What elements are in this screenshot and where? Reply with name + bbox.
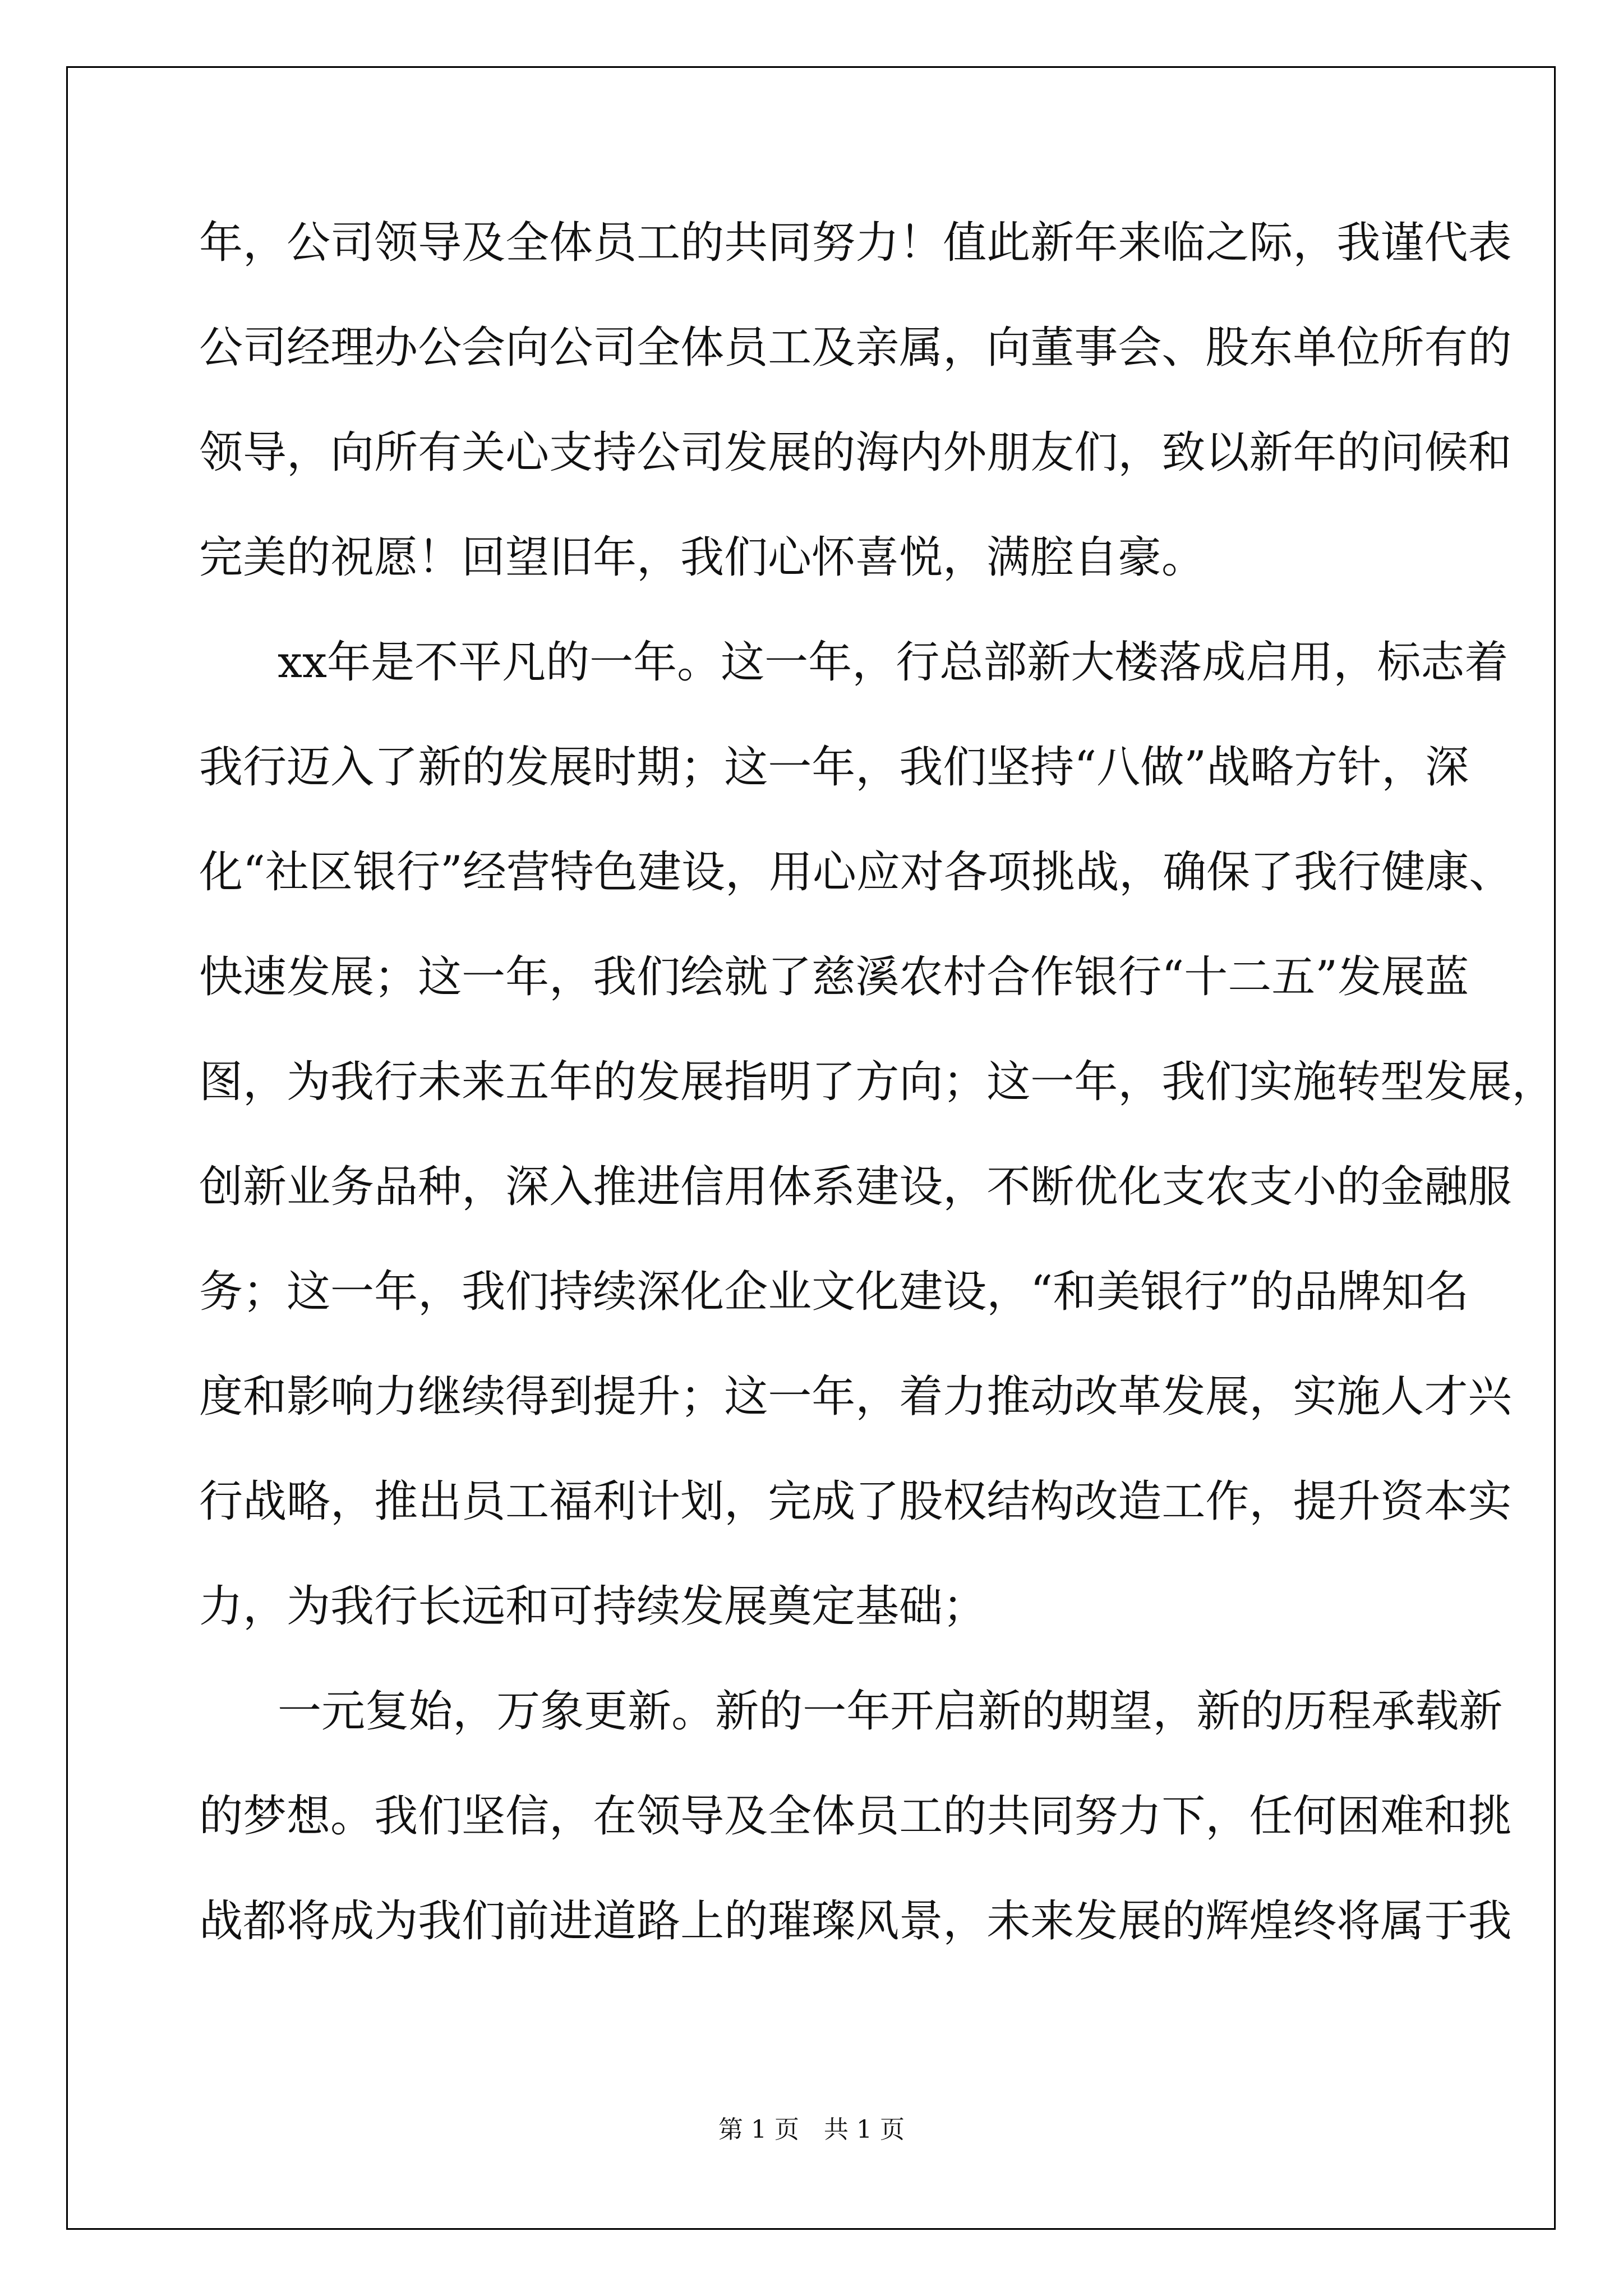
text-line: 领 导 ， 向 所 有 关 心 支 持 公 司 发 展 的 海 内 外 朋 友 们 ， 致 以 新 年 的 问 候 和 — [199, 427, 1512, 478]
page-footer: 第 1 页 共 1 页 — [718, 2115, 905, 2144]
text-line: x x 年 是 不 平 凡 的 一 年 。 这 一 年 ， 行 总 部 新 大 楼 落 成 启 用 ， 标 志 着 — [278, 637, 1509, 688]
text-line: 力，为我行长远和可持续发展奠定基础； — [199, 1581, 987, 1632]
text-line: 战 都 将 成 为 我 们 前 进 道 路 上 的 璀 璨 风 景 ， 未 来 发 展 的 辉 煌 终 将 属 于 我 — [199, 1896, 1512, 1947]
text-line: 化 “ 社 区 银 行 ” 经 营 特 色 建 设 ， 用 心 应 对 各 项 挑 战 ， 确 保 了 我 行 健 康 、 — [199, 847, 1513, 898]
text-line: 完美的祝愿！回望旧年，我们心怀喜悦，满腔自豪。 — [199, 532, 1206, 583]
text-line: 图 ， 为 我 行 未 来 五 年 的 发 展 指 明 了 方 向 ； 这 一 年 ， 我 们 实 施 转 型 发 展 ， — [199, 1057, 1556, 1107]
text-line: 公 司 经 理 办 公 会 向 公 司 全 体 员 工 及 亲 属 ， 向 董 事 会 、 股 东 单 位 所 有 的 — [199, 323, 1512, 373]
text-line: 务 ； 这 一 年 ， 我 们 持 续 深 化 企 业 文 化 建 设 ， “ 和 美 银 行 ” 的 品 牌 知 名 — [199, 1267, 1469, 1317]
text-line: 快 速 发 展 ； 这 一 年 ， 我 们 绘 就 了 慈 溪 农 村 合 作 银 行 “ 十 二 五 ” 发 展 蓝 — [199, 952, 1469, 1002]
document-body — [199, 210, 1556, 1994]
text-line: 行 战 略 ， 推 出 员 工 福 利 计 划 ， 完 成 了 股 权 结 构 改 造 工 作 ， 提 升 资 本 实 — [199, 1476, 1512, 1527]
text-line: 度 和 影 响 力 继 续 得 到 提 升 ； 这 一 年 ， 着 力 推 动 改 革 发 展 ， 实 施 人 才 兴 — [199, 1372, 1512, 1422]
text-line: 年 ， 公 司 领 导 及 全 体 员 工 的 共 同 努 力 ！ 值 此 新 年 来 临 之 际 ， 我 谨 代 表 — [199, 218, 1512, 268]
text-line: 创 新 业 务 品 种 ， 深 入 推 进 信 用 体 系 建 设 ， 不 断 优 化 支 农 支 小 的 金 融 服 — [199, 1162, 1512, 1212]
text-line: 一 元 复 始 ， 万 象 更 新 。 新 的 一 年 开 启 新 的 期 望 ， 新 的 历 程 承 载 新 — [278, 1686, 1503, 1737]
text-line: 的 梦 想 。 我 们 坚 信 ， 在 领 导 及 全 体 员 工 的 共 同 努 力 下 ， 任 何 困 难 和 挑 — [199, 1791, 1512, 1842]
text-line: 我 行 迈 入 了 新 的 发 展 时 期 ； 这 一 年 ， 我 们 坚 持 “ 八 做 ” 战 略 方 针 ， 深 — [199, 742, 1469, 793]
